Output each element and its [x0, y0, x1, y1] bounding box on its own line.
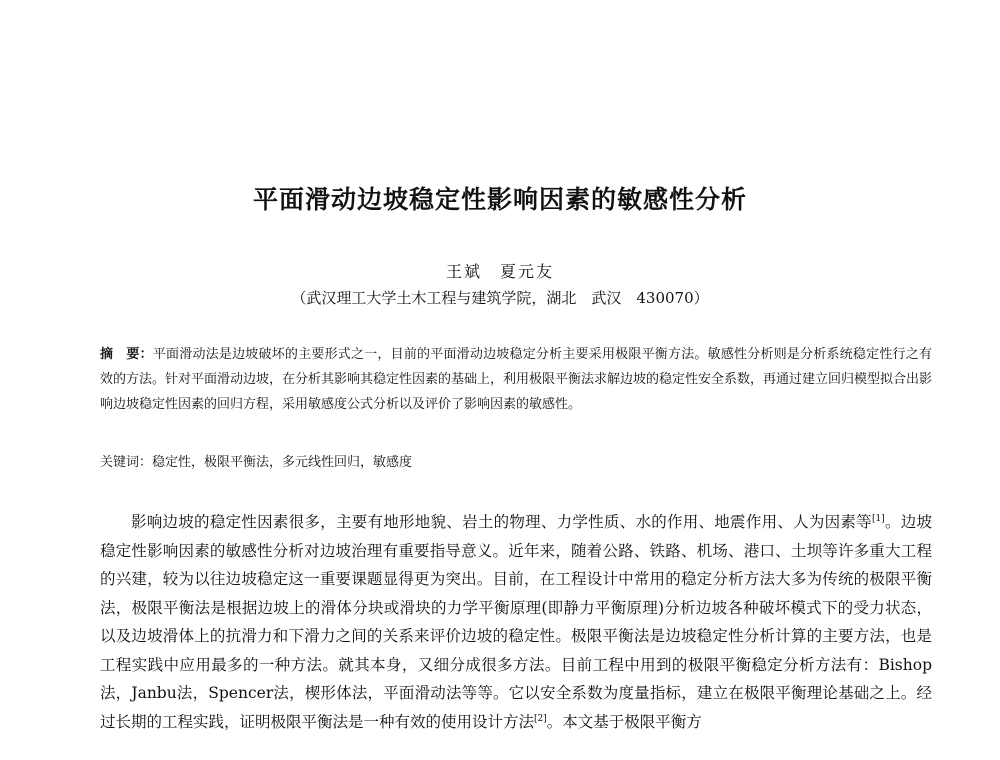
paper-title: 平面滑动边坡稳定性影响因素的敏感性分析	[252, 185, 747, 214]
citation-ref-1[interactable]: [1]	[871, 513, 885, 524]
authors: 王斌 夏元友	[445, 262, 554, 281]
keywords-text: 稳定性，极限平衡法，多元线性回归，敏感度	[152, 455, 413, 470]
keywords	[100, 450, 932, 475]
abstract-text: 平面滑动法是边坡破坏的主要形式之一，目前的平面滑动边坡稳定分析主要采用极限平衡方法。敏感性分析则是分析系统稳定性行之有效的方法。针对平面滑动边坡，在分析其影响其稳定性因素的基础上，利用极限平衡法求解边坡的稳定性安全系数，再通过建立回归模型拟合出影响边坡稳定性因素的回归方程，采用敏感度公式分析以及评价了影响因素的敏感性。	[100, 347, 933, 412]
citation-ref-2[interactable]: [2]	[534, 713, 547, 724]
abstract	[100, 342, 932, 417]
body-text-2: 。边坡稳定性影响因素的敏感性分析对边坡治理有重要指导意义。近年来，随着公路、铁路、机场、港口、土坝等许多重大工程的兴建，较为以往边坡稳定这一重要课题显得更为突出。目前，在工程设计中常用的稳定分析方法大多为传统的极限平衡法，极限平衡法是根据边坡上的滑体分块或滑块的力学平衡原理(即静力平衡原理)分析边坡各种破坏模式下的受力状态，以及边坡滑体上的抗滑力和下滑力之间的关系来评价边坡的稳定性。极限平衡法是边坡稳定性分析计算的主要方法，也是工程实践中应用最多的一种方法。就其本身，又细分成很多方法。目前工程中用到的极限平衡稳定分析方法有：Bishop法，Janbu法，Spencer法，楔形体法，平面滑动法等等。它以安全系数为度量指标，建立在极限平衡理论基础之上。经过长期的工程实践，证明极限平衡法是一种有效的使用设计方法	[100, 513, 932, 731]
affiliation: （武汉理工大学土木工程与建筑学院，湖北 武汉 430070）	[291, 289, 709, 307]
abstract-label: 摘 要：	[100, 347, 153, 362]
body-text-1: 影响边坡的稳定性因素很多，主要有地形地貌、岩土的物理、力学性质、水的作用、地震作用、人为因素等	[131, 513, 872, 531]
keywords-label: 关键词：	[100, 455, 153, 470]
body-text-3: 。本文基于极限平衡方	[546, 712, 702, 731]
body-paragraph	[100, 508, 932, 736]
